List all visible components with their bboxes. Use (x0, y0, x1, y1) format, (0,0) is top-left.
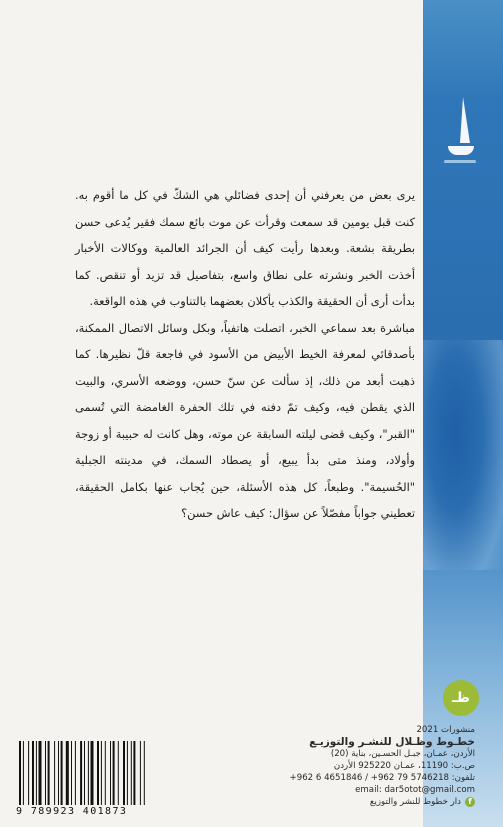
paragraph-1: يرى بعض من يعرفني أن إحدى فضائلي هي الشكّ في كل ما أقوم به. كنت قبل يومين قد سمعت وقرأت عن موت بائع سمك فقير يُدعى حسن بطريقة بشعة. وبعدها رأيت كيف أن الجرائد العالمية ووكالات الأخبار أخذت الخبر ونشرته على نطاق واسع، بتفاصيل قد تزيد أو تنقص. كما بدأت أرى أن الحقيقة والكذب يأكلان بعضهما بالتناوب في هذه الواقعة. (75, 188, 415, 308)
isbn-barcode (17, 741, 177, 805)
publisher-po-box: ص.ب: 11190، عمـان 925220 الأردن (333, 761, 475, 771)
sailboat-sail-icon (460, 97, 470, 143)
publisher-phone: تلفون: 5746218 79 962+ / 4651846 6 962+ (289, 773, 475, 783)
isbn-number: 9 789923 401873 (16, 806, 128, 817)
facebook-label: دار خطوط للنشر والتوزيع (369, 797, 461, 807)
facebook-link[interactable] (370, 796, 475, 808)
publisher-info (255, 724, 475, 808)
paragraph-2: مباشرة بعد سماعي الخبر، اتصلت هاتفياً، وبكل وسائل الاتصال الممكنة، بأصدقائي لمعرفة الخيط الأبيض من الأسود في فاجعة قلّ نظيرها. كما ذهبت أبعد من ذلك، إذ سألت عن سنّ حسن، ووضعه الأسري، والبيت الذي يقطن فيه، وكيف تمّ دفنه في تلك الحفرة الغامضة التي تُسمى "القبر"، وكيف قضى ليلته السابقة عن موته، وهل كانت له حبيبة أو زوجة وأولاد، ومنذ متى بدأ يبيع، أو يصطاد السمك، في مدينته الجبلية "الحُسيمة". وطبعاً، كل هذه الأسئلة، حين يُجاب عنها بكامل الحقيقة، تعطيني جواباً مفصّلاً عن سؤال: كيف عاش حسن؟ (75, 320, 415, 520)
publisher-address: الأردن، عمـان، جبـل الحسـين، بناية (20) (330, 749, 475, 759)
publisher-logo: ظـ (443, 680, 479, 716)
publisher-email[interactable]: email: dar5otot@gmail.com (355, 785, 475, 795)
water-ripple (444, 160, 476, 163)
sea-painting (423, 340, 503, 570)
facebook-icon: f (465, 797, 475, 807)
back-cover-text (75, 182, 415, 527)
edition-label: منشورات 2021 (416, 725, 475, 735)
publisher-name: خطـوط وظـلال للنشـر والتوزيـع (309, 736, 475, 748)
